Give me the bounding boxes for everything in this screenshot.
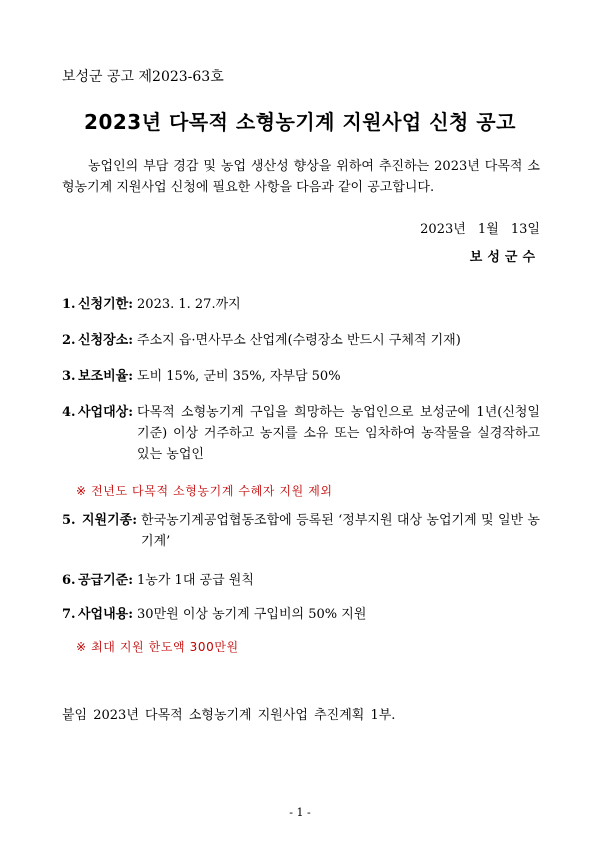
list-item-program-content [62,604,540,625]
notice-date: 2023년 1월 13일 [420,222,540,237]
item-number: 1. [62,297,76,312]
attachment-line: 붙임 2023년 다목적 소형농기계 지원사업 추진계획 1부. [62,708,396,723]
intro-paragraph: 농업인의 부담 경감 및 농업 생산성 향상을 위하여 추진하는 2023년 다목적 소형농기계 지원사업 신청에 필요한 사항을 다음과 같이 공고합니다. [62,159,540,195]
item-number: 5. [62,513,76,528]
note-max-limit: ※ 최대 지원 한도액 300만원 [76,640,239,654]
item-label: 사업대상: [78,405,134,420]
item-value: 2023. 1. 27.까지 [137,297,241,312]
document-title: 2023년 다목적 소형농기계 지원사업 신청 공고 [84,110,516,134]
item-number: 2. [62,333,76,348]
notice-number: 보성군 공고 제2023-63호 [62,69,224,85]
item-label: 신청기한: [78,297,134,312]
item-label: 공급기준: [78,573,134,588]
item-label: 사업내용: [78,607,134,622]
list-item-eligibility [62,402,540,465]
item-value: 주소지 읍·면사무소 산업계(수령장소 반드시 구체적 기재) [137,333,461,348]
item-number: 4. [62,405,76,420]
note-exclusion: ※ 전년도 다목적 소형농기계 수혜자 지원 제외 [76,484,333,498]
list-item-subsidy-ratio [62,366,540,387]
list-item-place [62,330,540,351]
item-number: 7. [62,607,76,622]
list-item-machine-types [62,510,540,552]
page-number: - 1 - [289,806,311,819]
list-item-deadline [62,294,540,315]
item-label: 신청장소: [78,333,134,348]
item-value: 30만원 이상 농기계 구입비의 50% 지원 [137,607,367,622]
item-number: 3. [62,369,76,384]
issuer-name: 보성군수 [469,250,540,265]
item-value: 다목적 소형농기계 구입을 희망하는 농업인으로 보성군에 1년(신청일 기준) 이상 거주하고 농지를 소유 또는 임차하여 농작물을 실경작하고 있는 농업인 [137,405,540,462]
item-number: 6. [62,573,76,588]
item-value: 한국농기계공업협동조합에 등록된 ‘정부지원 대상 농업기계 및 일반 농기계’ [141,513,540,549]
list-item-supply-criteria [62,570,540,591]
item-value: 도비 15%, 군비 35%, 자부담 50% [137,369,341,384]
item-value: 1농가 1대 공급 원칙 [137,573,254,588]
item-label: 지원기종: [82,513,138,528]
item-label: 보조비율: [78,369,134,384]
